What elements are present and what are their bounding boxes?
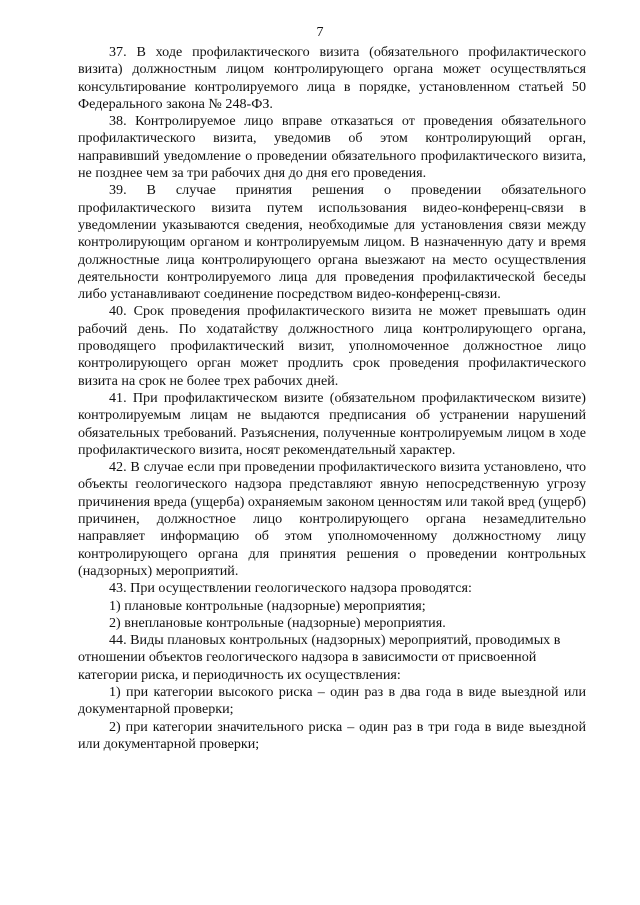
list-item-43-1: 1) плановые контрольные (надзорные) мероприятия; xyxy=(109,597,426,614)
document-body xyxy=(78,44,586,753)
paragraph-41: 41. При профилактическом визите (обязательном профилактическом визите) контролируемым лицам не выдаются предписания об устранении нарушений обязательных требований. Разъяснения, полученные контролируемым лицом в ходе профилактического визита, носят рекомендательный характер. xyxy=(78,389,586,458)
list-item-44-2: 2) при категории значительного риска – один раз в три года в виде выездной или документарной проверки; xyxy=(78,718,586,752)
paragraph-42: 42. В случае если при проведении профилактического визита установлено, что объекты геологического надзора представляют явную непосредственную угрозу причинения вреда (ущерба) охраняемым законом ценностям или такой вред (ущерб) причинен, должностное лицо контролирующего органа незамедлительно направляет информацию об этом уполномоченному должностному лицу контролирующего органа для принятия решения о проведении контрольных (надзорных) мероприятий. xyxy=(78,459,586,579)
list-item-44-1: 1) при категории высокого риска – один раз в два года в виде выездной или документарной проверки; xyxy=(78,683,586,718)
list-item-43-2: 2) внеплановые контрольные (надзорные) мероприятия. xyxy=(109,614,446,631)
paragraph-43: 43. При осуществлении геологического надзора проводятся: xyxy=(109,580,472,597)
paragraph-40: 40. Срок проведения профилактического визита не может превышать один рабочий день. По ходатайству должностного лица контролирующего органа, проводящего профилактический визит, уполномоченное должностное лицо контролирующего орган может продлить срок проведения профилактического визита на срок не более трех рабочих дней. xyxy=(78,303,586,389)
paragraph-39: 39. В случае принятия решения о проведении обязательного профилактического визита путем использования видео-конференц-связи в уведомлении указываются сведения, необходимые для установления связи между контролирующим органом и контролируемым лицом. В назначенную дату и время должностные лица контролирующего органа выезжают на место осуществления деятельности контролируемого лица для проведения профилактической беседы либо устанавливают соединение посредством видео-конференц-связи. xyxy=(78,182,586,303)
paragraph-38: 38. Контролируемое лицо вправе отказаться от проведения обязательного профилактического визита, уведомив об этом контролирующий орган, направивший уведомление о проведении обязательного профилактического визита, не позднее чем за три рабочих дня до дня его проведения. xyxy=(78,113,586,182)
paragraph-44: 44. Виды плановых контрольных (надзорных) мероприятий, проводимых в отношении объектов геологического надзора в зависимости от присвоенной категории риска, и периодичность их осуществления: xyxy=(78,632,561,683)
page-number: 7 xyxy=(316,25,324,40)
paragraph-37: 37. В ходе профилактического визита (обязательного профилактического визита) должностным лицом контролирующего органа может осуществляться консультирование контролируемого лица в порядке, установленном статьей 50 Федерального закона № 248-ФЗ. xyxy=(78,44,586,112)
